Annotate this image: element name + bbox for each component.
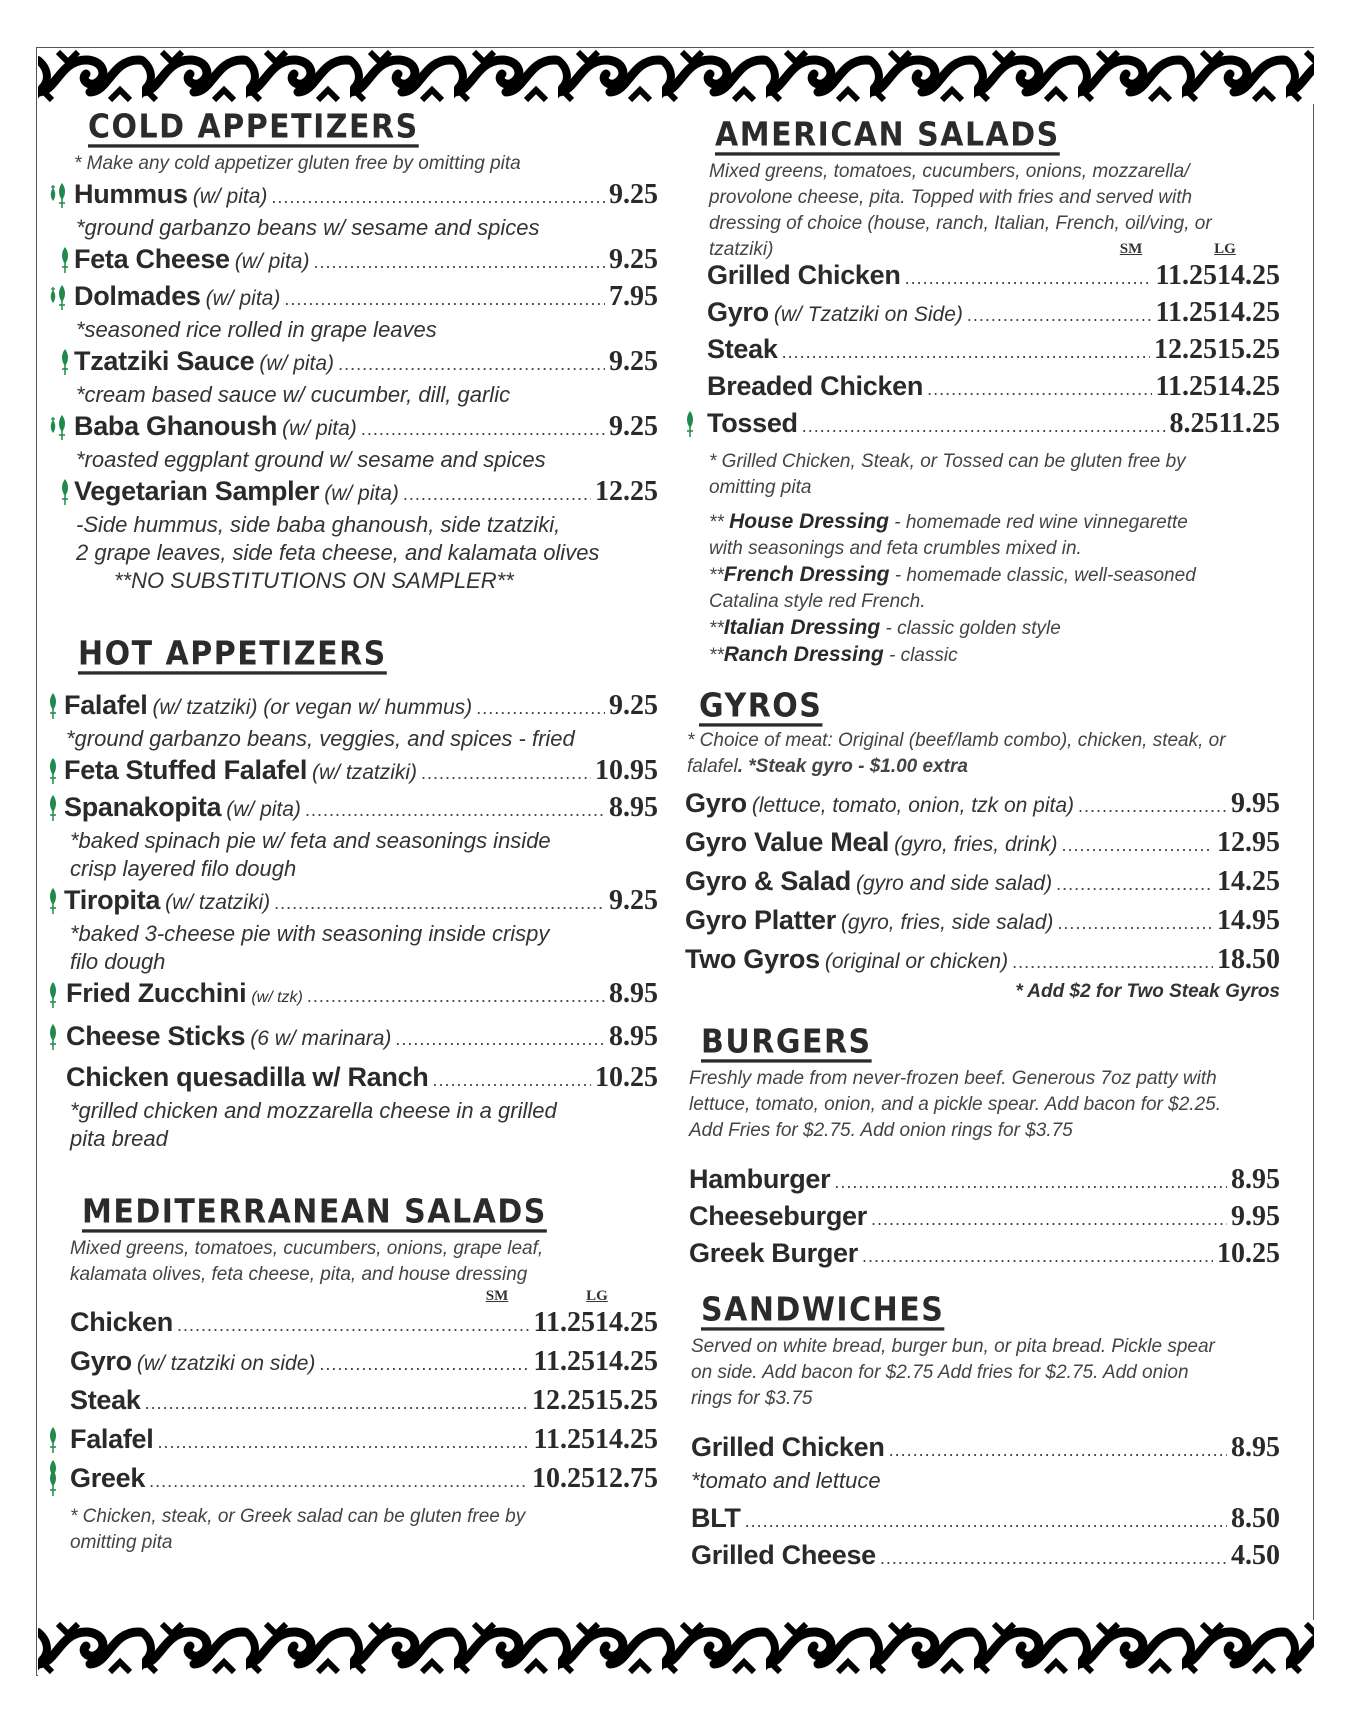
item-description: *cream based sauce w/ cucumber, dill, garlic (76, 382, 511, 407)
dot-leader (177, 1308, 530, 1342)
item-price-lg: 14.25 (595, 1346, 658, 1377)
item-description: -Side hummus, side baba ghanoush, side tzatziki, (76, 512, 561, 537)
right-column (685, 108, 1280, 1575)
item-price-lg: 14.25 (595, 1424, 658, 1455)
gyros-meat-note: * Choice of meat: Original (beef/lamb combo), chicken, steak, or falafel (687, 730, 1226, 777)
dot-leader (421, 756, 591, 790)
steak-extra-note: . *Steak gyro - $1.00 extra (737, 756, 968, 777)
size-lg-label: LG (1214, 241, 1236, 257)
dot-leader (403, 477, 591, 511)
section-gyros (685, 687, 1280, 1005)
dot-leader (145, 1386, 528, 1420)
item-name: Breaded Chicken (707, 371, 924, 401)
section-title: SANDWICHES (701, 1291, 945, 1330)
menu-item-hamburger (685, 1162, 1280, 1199)
dot-leader (313, 245, 605, 279)
dot-leader (274, 886, 605, 920)
item-note: (w/ tzatziki) (312, 761, 418, 784)
item-price-sm: 11.25 (1155, 260, 1217, 291)
dot-leader (395, 1022, 605, 1056)
vegetarian-leaf-icon (685, 411, 695, 437)
menu-item-dolmades (48, 279, 658, 316)
dot-leader (305, 793, 605, 827)
item-description: *roasted eggplant ground w/ sesame and spices (76, 447, 546, 472)
item-name: Greek (70, 1463, 146, 1493)
menu-item-vegetarian-sampler (48, 474, 658, 511)
dot-leader (802, 409, 1166, 443)
menu-item-falafel (48, 688, 658, 725)
menu-item-tiropita (48, 883, 658, 920)
dot-leader (1012, 945, 1213, 979)
menu-item-greek-burger (685, 1236, 1280, 1273)
section-american-salads (685, 116, 1280, 669)
item-note: (w/ tzatziki on side) (136, 1352, 316, 1375)
item-name: Falafel (64, 690, 148, 720)
item-note: (original or chicken) (824, 950, 1009, 973)
item-price: 10.95 (595, 755, 658, 786)
dressing-list (685, 509, 1225, 669)
item-note: (w/ Tzatziki on Side) (773, 303, 963, 326)
size-sm-label: SM (485, 1288, 509, 1304)
section-description: Freshly made from never-frozen beef. Generous 7oz patty with lettuce, tomato, onion, and a pickle spear. Add bacon for $2.25. Add Fries for $2.75. Add onion rings for $3.75 (689, 1068, 1221, 1141)
item-note: (w/ tzatziki) (or vegan w/ hummus) (152, 696, 473, 719)
menu-item-hummus (48, 177, 658, 214)
item-name: Gyro (707, 297, 769, 327)
section-hot-appetizers (48, 635, 658, 1153)
size-headers (48, 1288, 658, 1305)
dressing-french: **French Dressing - homemade classic, well-seasoned Catalina style red French. (709, 563, 1196, 612)
item-name: Steak (70, 1385, 141, 1415)
item-price-sm: 10.25 (532, 1463, 595, 1494)
item-name: Baba Ghanoush (74, 411, 278, 441)
dot-leader (433, 1063, 591, 1097)
item-price-sm: 11.25 (1155, 371, 1217, 402)
item-description: *baked 3-cheese pie with seasoning inside crispy (70, 921, 550, 946)
item-price-lg: 11.25 (1218, 408, 1280, 439)
vegetarian-leaf-icon (48, 1427, 58, 1453)
item-note: (w/ pita) (226, 798, 301, 821)
item-note: (w/ pita) (234, 250, 310, 273)
item-price-lg: 14.25 (1217, 297, 1280, 328)
section-cold-appetizers (48, 108, 658, 595)
dot-leader (361, 412, 605, 446)
dot-leader (338, 347, 605, 381)
vegetarian-leaf-icon (48, 982, 58, 1008)
menu-item-two-gyros (685, 942, 1280, 979)
item-name: Gyro & Salad (685, 866, 851, 896)
item-price: 7.95 (609, 281, 658, 312)
section-title: AMERICAN SALADS (715, 116, 1060, 155)
item-note: (gyro, fries, drink) (894, 833, 1058, 856)
dot-leader (880, 1541, 1227, 1575)
section-title: HOT APPETIZERS (78, 635, 387, 674)
menu-item-sandwich-grilled-chicken (685, 1430, 1280, 1467)
item-note: (6 w/ marinara) (250, 1027, 392, 1050)
menu-item-am-breaded-chicken (685, 369, 1280, 406)
item-name: Cheese Sticks (66, 1021, 246, 1051)
section-title: GYROS (699, 687, 823, 726)
item-name: Grilled Chicken (707, 260, 901, 290)
menu-item-blt (685, 1501, 1280, 1538)
item-price: 9.25 (609, 885, 658, 916)
left-column (48, 108, 658, 1556)
item-note: (w/ pita) (324, 482, 399, 505)
menu-item-gyro-platter (685, 903, 1280, 940)
item-name: BLT (691, 1503, 741, 1533)
dot-leader (889, 1433, 1227, 1467)
menu-item-feta-stuffed-falafel (48, 753, 658, 790)
menu-item-am-grilled-chicken (685, 258, 1280, 295)
item-name: Dolmades (74, 281, 201, 311)
dot-leader (319, 1347, 529, 1381)
dot-leader (1061, 828, 1213, 862)
item-price: 18.50 (1217, 944, 1280, 975)
menu-item-med-steak (48, 1383, 658, 1420)
item-name: Tzatziki Sauce (74, 346, 255, 376)
menu-item-spanakopita (48, 790, 658, 827)
item-name: Hamburger (689, 1164, 831, 1194)
item-price: 12.25 (595, 476, 658, 507)
menu-item-cheeseburger (685, 1199, 1280, 1236)
dot-leader (476, 691, 605, 725)
item-name: Falafel (70, 1424, 154, 1454)
menu-item-med-chicken (48, 1305, 658, 1342)
dot-leader (745, 1504, 1227, 1538)
greek-wave-border-top (38, 48, 1314, 104)
section-footnote: * Grilled Chicken, Steak, or Tossed can be gluten free by omitting pita (709, 451, 1186, 498)
menu-item-fried-zucchini (48, 976, 658, 1015)
vegan-double-leaf-icon (48, 414, 68, 440)
item-price-lg: 14.25 (1217, 371, 1280, 402)
item-price-sm: 11.25 (533, 1346, 595, 1377)
item-price-lg: 14.25 (595, 1307, 658, 1338)
menu-item-gyro-salad (685, 864, 1280, 901)
sampler-warning: **NO SUBSTITUTIONS ON SAMPLER** (114, 568, 514, 593)
item-price: 9.25 (609, 690, 658, 721)
vegetarian-leaf-icon (48, 888, 58, 914)
item-name: Gyro (685, 788, 747, 818)
section-mediterranean-salads (48, 1193, 658, 1556)
dot-leader (862, 1239, 1213, 1273)
dot-leader (871, 1202, 1227, 1236)
dot-leader (284, 282, 605, 316)
item-description: *tomato and lettuce (691, 1468, 881, 1493)
section-sandwiches (685, 1291, 1280, 1575)
item-price-lg: 12.75 (595, 1463, 658, 1494)
section-description: Served on white bread, burger bun, or pita bread. Pickle spear on side. Add bacon for $2.75 Add fries for $2.75. Add onion rings for $3.75 (691, 1336, 1215, 1409)
item-note: (gyro and side salad) (855, 872, 1053, 895)
item-price: 9.25 (609, 346, 658, 377)
section-note (685, 728, 1245, 780)
vegetarian-leaf-icon (48, 693, 58, 719)
item-name: Gyro Platter (685, 905, 836, 935)
vegetarian-leaf-icon (60, 479, 70, 505)
section-note: * Make any cold appetizer gluten free by omitting pita (74, 153, 521, 174)
item-description: *seasoned rice rolled in grape leaves (76, 317, 437, 342)
item-note: (w/ pita) (192, 185, 268, 208)
menu-item-grilled-cheese (685, 1538, 1280, 1575)
dot-leader (157, 1425, 529, 1459)
item-price: 4.50 (1231, 1540, 1280, 1571)
menu-item-baba-ghanoush (48, 409, 658, 446)
item-price-lg: 15.25 (1217, 334, 1280, 365)
item-note: (w/ tzatziki) (165, 891, 271, 914)
greek-wave-border-bottom (38, 1620, 1314, 1676)
item-price: 12.95 (1217, 827, 1280, 858)
item-description: *grilled chicken and mozzarella cheese in a grilled (70, 1098, 557, 1123)
vegetarian-leaf-icon (48, 795, 58, 821)
menu-item-cheese-sticks (48, 1019, 658, 1056)
menu-item-tzatziki-sauce (48, 344, 658, 381)
item-name: Tiropita (64, 885, 161, 915)
stacked-leaf-icon (48, 1460, 58, 1496)
dressing-house: ** House Dressing - homemade red wine vinnegarette with seasonings and feta crumbles mixed in. (709, 510, 1188, 559)
item-name: Feta Cheese (74, 244, 230, 274)
item-name: Fried Zucchini (66, 978, 247, 1008)
item-price: 9.25 (609, 179, 658, 210)
item-name: Chicken quesadilla w/ Ranch (66, 1062, 429, 1092)
vegetarian-leaf-icon (60, 349, 70, 375)
item-name: Chicken (70, 1307, 173, 1337)
vegetarian-leaf-icon (60, 247, 70, 273)
section-footnote: * Add $2 for Two Steak Gyros (1015, 981, 1280, 1002)
item-price: 8.95 (609, 792, 658, 823)
dot-leader (271, 180, 605, 214)
item-price: 10.25 (1217, 1238, 1280, 1269)
item-name: Hummus (74, 179, 188, 209)
item-name: Grilled Chicken (691, 1432, 885, 1462)
dot-leader (782, 335, 1150, 369)
vegan-double-leaf-icon (48, 284, 68, 310)
section-description: Mixed greens, tomatoes, cucumbers, onions, mozzarella/ provolone cheese, pita. Topped with fries and served with dressing of choice (house, ranch, Italian, French, oil/ving, or tzatziki) (709, 161, 1212, 260)
item-name: Greek Burger (689, 1238, 858, 1268)
menu-item-med-greek (48, 1461, 658, 1498)
menu-item-chicken-quesadilla (48, 1060, 658, 1097)
item-price: 9.25 (609, 411, 658, 442)
dot-leader (1078, 789, 1227, 823)
vegetarian-leaf-icon (48, 1024, 58, 1050)
item-price-lg: 14.25 (1217, 260, 1280, 291)
item-price: 8.95 (1231, 1432, 1280, 1463)
dot-leader (1056, 867, 1213, 901)
section-title: MEDITERRANEAN SALADS (82, 1193, 547, 1232)
menu-item-med-falafel (48, 1422, 658, 1459)
item-name: Vegetarian Sampler (74, 476, 320, 506)
size-sm-label: SM (1119, 241, 1143, 257)
item-description: 2 grape leaves, side feta cheese, and kalamata olives (76, 540, 600, 565)
item-name: Tossed (707, 408, 798, 438)
item-price: 9.95 (1231, 788, 1280, 819)
item-name: Two Gyros (685, 944, 820, 974)
item-price: 14.95 (1217, 905, 1280, 936)
menu-item-am-gyro (685, 295, 1280, 332)
item-description: crisp layered filo dough (70, 856, 297, 881)
item-note: (w/ pita) (282, 417, 357, 440)
item-description: *baked spinach pie w/ feta and seasonings inside (70, 828, 551, 853)
item-price: 8.95 (609, 978, 658, 1009)
item-name: Grilled Cheese (691, 1540, 876, 1570)
dressing-ranch: **Ranch Dressing - classic (709, 643, 958, 666)
item-price-sm: 8.25 (1169, 408, 1219, 439)
menu-item-feta-cheese (48, 242, 658, 279)
menu-item-am-steak (685, 332, 1280, 369)
item-description: *ground garbanzo beans w/ sesame and spices (76, 215, 540, 240)
item-name: Cheeseburger (689, 1201, 867, 1231)
section-title: BURGERS (701, 1023, 872, 1062)
item-name: Spanakopita (64, 792, 222, 822)
menu-item-gyro-value-meal (685, 825, 1280, 862)
vegetarian-leaf-icon (48, 758, 58, 784)
size-lg-label: LG (586, 1288, 608, 1304)
item-note: (w/ pita) (205, 287, 281, 310)
dot-leader (1057, 906, 1213, 940)
item-description: filo dough (70, 949, 166, 974)
dressing-italian: **Italian Dressing - classic golden style (709, 616, 1061, 639)
dot-leader (834, 1165, 1227, 1199)
menu-item-med-gyro (48, 1344, 658, 1381)
item-price-sm: 11.25 (533, 1307, 595, 1338)
item-price-sm: 11.25 (1155, 297, 1217, 328)
item-price: 14.25 (1217, 866, 1280, 897)
section-description: Mixed greens, tomatoes, cucumbers, onions, grape leaf, kalamata olives, feta cheese, pita, and house dressing (70, 1238, 544, 1285)
section-title: COLD APPETIZERS (88, 108, 419, 147)
item-name: Steak (707, 334, 778, 364)
item-name: Gyro (70, 1346, 132, 1376)
item-name: Feta Stuffed Falafel (64, 755, 308, 785)
item-note: (w/ pita) (259, 352, 335, 375)
menu-item-gyro (685, 786, 1280, 823)
item-description: pita bread (70, 1126, 168, 1151)
item-price-sm: 11.25 (533, 1424, 595, 1455)
dot-leader (307, 979, 605, 1013)
size-headers (685, 241, 1280, 258)
item-price: 8.95 (609, 1021, 658, 1052)
item-price-sm: 12.25 (532, 1385, 595, 1416)
section-burgers (685, 1023, 1280, 1273)
item-note: (w/ tzk) (251, 989, 303, 1006)
item-name: Gyro Value Meal (685, 827, 890, 857)
dot-leader (967, 298, 1152, 332)
item-note: (lettuce, tomato, onion, tzk on pita) (751, 794, 1074, 817)
item-price: 8.50 (1231, 1503, 1280, 1534)
item-price: 10.25 (595, 1062, 658, 1093)
dot-leader (905, 261, 1152, 295)
menu-item-am-tossed (685, 406, 1280, 443)
dot-leader (927, 372, 1151, 406)
section-footnote: * Chicken, steak, or Greek salad can be gluten free by omitting pita (70, 1506, 526, 1553)
item-note: (gyro, fries, side salad) (840, 911, 1054, 934)
item-price-sm: 12.25 (1154, 334, 1217, 365)
dot-leader (149, 1464, 528, 1498)
item-price: 9.95 (1231, 1201, 1280, 1232)
item-description: *ground garbanzo beans, veggies, and spices - fried (66, 726, 575, 751)
item-price: 9.25 (609, 244, 658, 275)
vegan-double-leaf-icon (48, 182, 68, 208)
item-price-lg: 15.25 (595, 1385, 658, 1416)
item-price: 8.95 (1231, 1164, 1280, 1195)
